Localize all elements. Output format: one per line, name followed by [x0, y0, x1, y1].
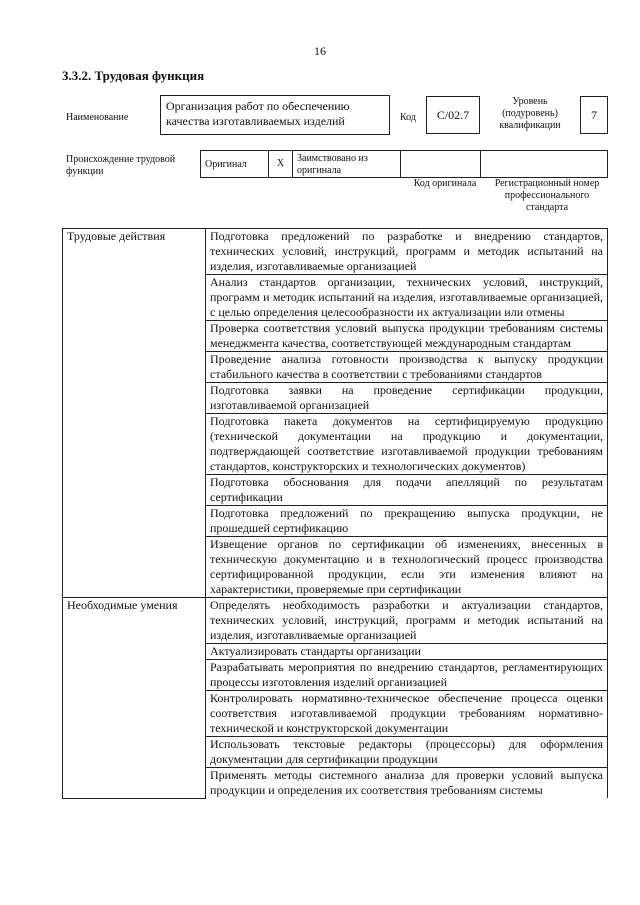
skill-item: Контролировать нормативно-техническое обеспечение процесса оценки соответствия изготавливаемой продукции требованиям нормативно-технической и конструкторской документации: [206, 691, 608, 737]
function-table: [62, 228, 608, 799]
registration-number-caption: Регистрационный номер профессионального стандарта: [494, 178, 600, 213]
original-code-cell: [401, 151, 481, 177]
labor-action-item: Подготовка обоснования для подачи апелляций по результатам сертификации: [206, 475, 608, 506]
labor-action-item: Подготовка предложений по прекращению выпуска продукции, не прошедшей сертификацию: [206, 506, 608, 537]
labor-action-item: Проведение анализа готовности производства к выпуску продукции стабильного качества в соответствии с требованиями стандартов: [206, 352, 608, 383]
name-label: Наименование: [66, 112, 129, 123]
code-box: С/02.7: [426, 96, 480, 134]
skills-label: Необходимые умения: [63, 598, 206, 799]
code-label: Код: [400, 112, 416, 123]
function-name-box: Организация работ по обеспечению качества изготавливаемых изделий: [160, 95, 390, 135]
skill-item: Применять методы системного анализа для проверки условий выпуска продукции и определения их соответствия требованиям системы: [206, 768, 608, 799]
skill-item: Использовать текстовые редакторы (процессоры) для оформления документации для сертификации продукции: [206, 737, 608, 768]
skill-item: Актуализировать стандарты организации: [206, 644, 608, 660]
origin-row: [200, 150, 608, 178]
skill-item: Определять необходимость разработки и актуализации стандартов, технических условий, инструкций, программ и методик испытаний на изделия, изготавливаемые организацией: [206, 598, 608, 644]
table-row: [63, 229, 608, 275]
level-box: 7: [580, 96, 608, 134]
labor-action-item: Подготовка заявки на проведение сертификации продукции, изготавливаемой организацией: [206, 383, 608, 414]
skill-item: Разрабатывать мероприятия по внедрению стандартов, регламентирующих процессы изготовления изделий организацией: [206, 660, 608, 691]
labor-action-item: Анализ стандартов организации, технических условий, инструкций, программ и методик испытаний на изделия, изготавливаемые организацией, с целью определения целесообразности их актуализации или отмены: [206, 275, 608, 321]
registration-number-cell: [481, 151, 607, 177]
level-label: Уровень (подуровень) квалификации: [499, 96, 561, 131]
borrowed-cell: Заимствовано из оригинала: [293, 151, 401, 177]
labor-action-item: Извещение органов по сертификации об изменениях, внесенных в техническую документацию и в технологический процесс производства сертифицированной продукции, если эти изменения влияют на характеристики, проверяемые при сертификации: [206, 537, 608, 598]
section-title: 3.3.2. Трудовая функция: [62, 68, 205, 83]
labor-action-item: Проверка соответствия условий выпуска продукции требованиям системы менеджмента качества, соответствующей международным стандартам: [206, 321, 608, 352]
labor-action-item: Подготовка пакета документов на сертифицируемую продукцию (технической документации на продукцию и документации, подтверждающей соответствие изготавливаемой продукции требованиям стандартов, конструкторских и технологических документов): [206, 414, 608, 475]
labor-actions-label: Трудовые действия: [63, 229, 206, 598]
table-row: [63, 598, 608, 644]
original-cell: Оригинал: [201, 151, 269, 177]
origin-label: Происхождение трудовой функции: [66, 154, 176, 177]
original-code-caption: Код оригинала: [413, 178, 477, 189]
page-number: 16: [314, 44, 326, 58]
original-mark: X: [269, 151, 293, 177]
labor-action-item: Подготовка предложений по разработке и внедрению стандартов, технических условий, инструкций, программ и методик испытаний на изделия, изготавливаемые организацией: [206, 229, 608, 275]
